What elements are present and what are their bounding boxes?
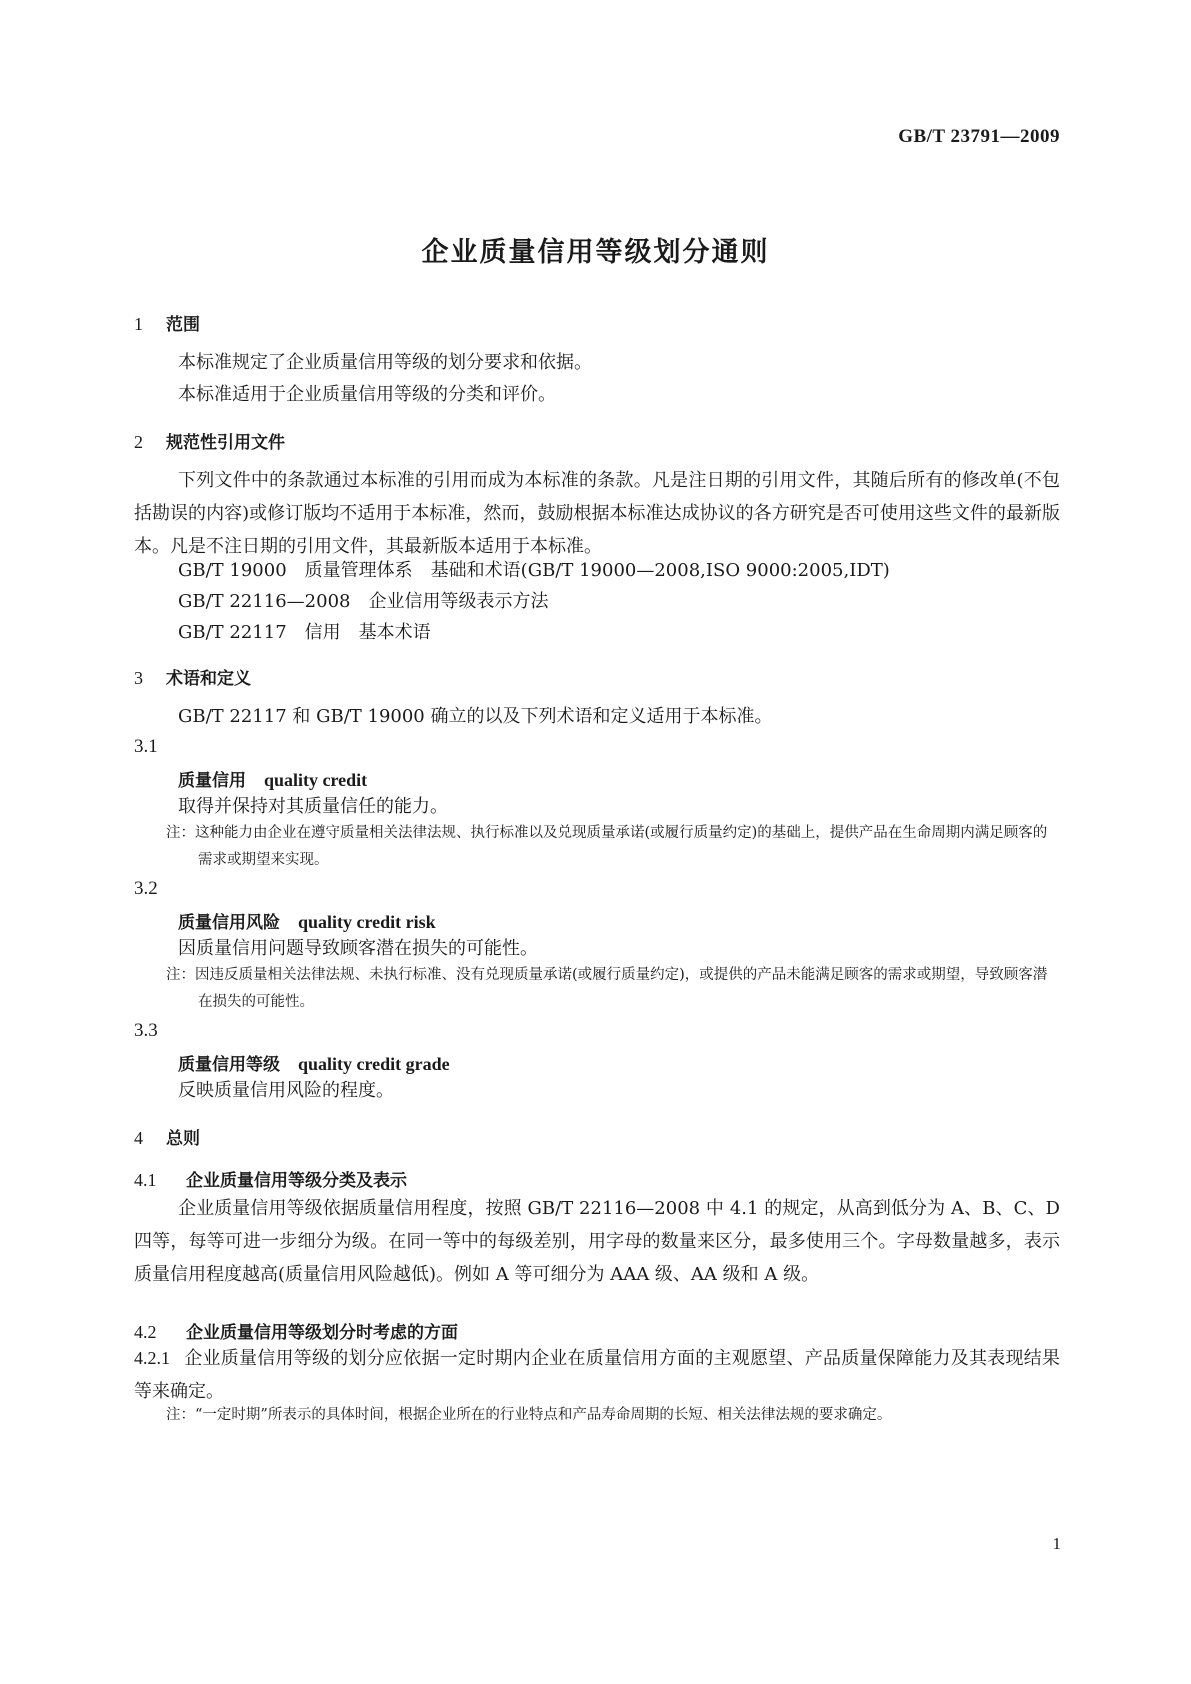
section-number: 1 (134, 314, 143, 334)
term-zh: 质量信用风险 (178, 913, 280, 933)
section-2-paragraph: 下列文件中的条款通过本标准的引用而成为本标准的条款。凡是注日期的引用文件，其随后所有的修改单(不包括勘误的内容)或修订版均不适用于本标准，然而，鼓励根据本标准达成协议的各方研究是否可使用这些文件的最新版本。凡是不注日期的引用文件，其最新版本适用于本标准。 (134, 470, 1060, 557)
section-title: 范围 (166, 315, 200, 335)
term-en: quality credit risk (298, 912, 436, 932)
term-definition: 因质量信用问题导致顾客潜在损失的可能性。 (178, 938, 538, 959)
reference-title: 质量管理体系 基础和术语(GB/T 19000—2008,ISO 9000:2005,IDT) (304, 560, 890, 581)
section-title: 总则 (166, 1129, 200, 1149)
clause-number: 3.3 (134, 1020, 158, 1041)
clause-4-2-1-paragraph (134, 1342, 1060, 1408)
section-2-heading (134, 428, 1060, 453)
clause-number: 4.2.1 (134, 1348, 170, 1368)
clause-number: 3.1 (134, 736, 158, 757)
section-number: 3 (134, 668, 143, 688)
term-zh: 质量信用 (178, 771, 246, 791)
reference-code: GB/T 22116—2008 (178, 591, 351, 612)
clause-note: 注：“一定时期”所表示的具体时间，根据企业所在的行业特点和产品寿命周期的长短、相关法律法规的要求确定。 (166, 1407, 892, 1423)
section-number: 4 (134, 1128, 143, 1148)
reference-item (134, 616, 1104, 649)
term-en: quality credit (264, 770, 368, 790)
subsection-title: 企业质量信用等级分类及表示 (186, 1171, 407, 1191)
reference-item (134, 554, 1104, 587)
term-definition: 取得并保持对其质量信任的能力。 (178, 796, 448, 817)
term-heading (134, 908, 1104, 933)
document-title: 企业质量信用等级划分通则 (421, 237, 770, 268)
subsection-number: 4.1 (134, 1170, 157, 1190)
section-3-heading (134, 664, 1060, 689)
term-zh: 质量信用等级 (178, 1055, 280, 1075)
reference-item (134, 585, 1104, 618)
section-number: 2 (134, 432, 143, 452)
term-heading (134, 1050, 1104, 1075)
section-title: 规范性引用文件 (166, 433, 285, 453)
reference-title: 信用 基本术语 (304, 622, 431, 643)
subsection-4-1-paragraph: 企业质量信用等级依据质量信用程度，按照 GB/T 22116—2008 中 4.1 的规定，从高到低分为 A、B、C、D 四等，每等可进一步细分为级。在同一等中的每级差别，用字母的数量来区分，最多使用三个。字母数量越多，表示质量信用程度越高(质量信用风险越低)。例如 A 等可细分为 AAA 级、AA 级和 A 级。 (134, 1198, 1060, 1285)
section-3-paragraph: GB/T 22117 和 GB/T 19000 确立的以及下列术语和定义适用于本标准。 (178, 706, 773, 727)
standard-code: GB/T 23791—2009 (898, 126, 1060, 147)
term-definition: 反映质量信用风险的程度。 (178, 1080, 394, 1101)
term-note: 注：因违反质量相关法律法规、未执行标准、没有兑现质量承诺(或履行质量约定)，或提供的产品未能满足顾客的需求或期望，导致顾客潜在损失的可能性。 (166, 967, 1048, 1010)
subsection-4-2-heading (134, 1318, 1060, 1343)
term-en: quality credit grade (298, 1054, 450, 1074)
subsection-title: 企业质量信用等级划分时考虑的方面 (186, 1323, 458, 1343)
reference-code: GB/T 19000 (178, 560, 287, 581)
section-1-paragraph-1: 本标准规定了企业质量信用等级的划分要求和依据。 (178, 352, 592, 373)
clause-number: 3.2 (134, 878, 158, 899)
page-number: 1 (1052, 1534, 1061, 1553)
subsection-number: 4.2 (134, 1322, 157, 1342)
section-1-heading (134, 310, 1060, 335)
clause-text: 企业质量信用等级的划分应依据一定时期内企业在质量信用方面的主观愿望、产品质量保障能力及其表现结果等来确定。 (134, 1348, 1060, 1402)
section-title: 术语和定义 (166, 669, 251, 689)
reference-title: 企业信用等级表示方法 (368, 591, 549, 612)
section-4-heading (134, 1124, 1060, 1149)
term-note: 注：这种能力由企业在遵守质量相关法律法规、执行标准以及兑现质量承诺(或履行质量约定)的基础上，提供产品在生命周期内满足顾客的需求或期望来实现。 (166, 825, 1048, 868)
section-1-paragraph-2: 本标准适用于企业质量信用等级的分类和评价。 (178, 384, 556, 405)
term-heading (134, 766, 1104, 791)
reference-code: GB/T 22117 (178, 622, 287, 643)
subsection-4-1-heading (134, 1166, 1060, 1191)
